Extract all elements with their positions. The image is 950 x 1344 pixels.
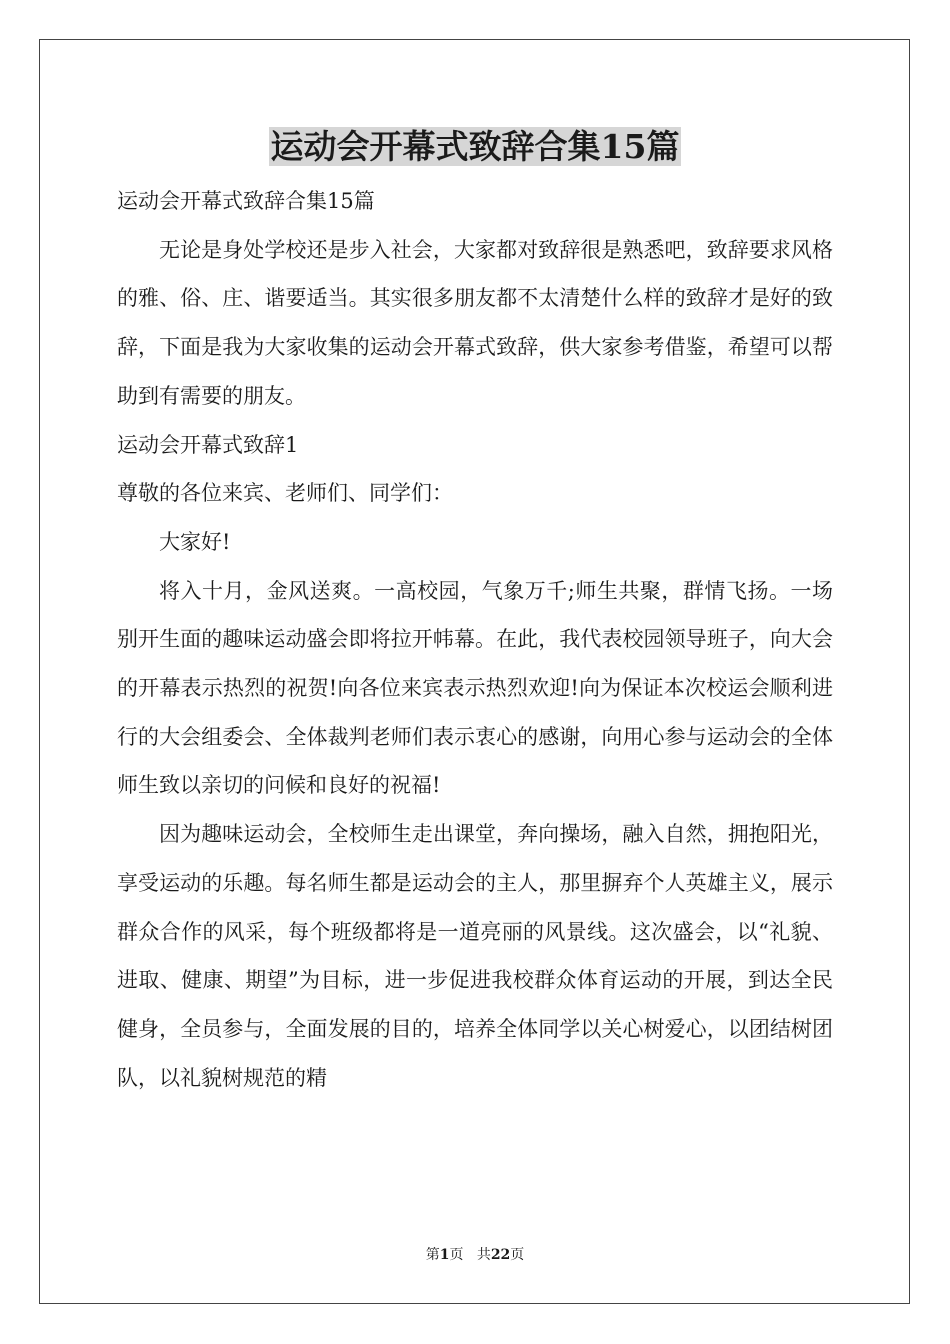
- salutation: 尊敬的各位来宾、老师们、同学们：: [117, 481, 453, 506]
- document-title: [0, 124, 950, 170]
- total-prefix: 共: [476, 1247, 491, 1263]
- page-prefix: 第: [425, 1247, 440, 1263]
- document-body: [117, 177, 833, 1102]
- page-total: 22: [490, 1247, 511, 1263]
- intro-paragraph: 无论是身处学校还是步入社会，大家都对致辞很是熟悉吧，致辞要求风格的雅、俗、庄、谐要适当。其实很多朋友都不太清楚什么样的致辞才是好的致辞，下面是我为大家收集的运动会开幕式致辞，供大家参考借鉴，希望可以帮助到有需要的朋友。: [117, 237, 833, 408]
- page-suffix: 页: [449, 1247, 464, 1263]
- page-footer: [0, 1245, 950, 1265]
- document-title-text: 运动会开幕式致辞合集15篇: [270, 127, 680, 166]
- page-current: 1: [439, 1247, 450, 1263]
- body-paragraph: 将入十月，金风送爽。一高校园，气象万千;师生共聚，群情飞扬。一场别开生面的趣味运动盛会即将拉开帏幕。在此，我代表校园领导班子，向大会的开幕表示热烈的祝贺!向各位来宾表示热烈欢迎!向为保证本次校运会顺利进行的大会组委会、全体裁判老师们表示衷心的感谢，向用心参与运动会的全体师生致以亲切的问候和良好的祝福!: [117, 578, 833, 798]
- subtitle-line: 运动会开幕式致辞合集15篇: [117, 189, 375, 213]
- greeting: 大家好!: [159, 529, 231, 554]
- total-suffix: 页: [510, 1247, 525, 1263]
- section-heading: 运动会开幕式致辞1: [117, 432, 299, 457]
- body-paragraph: 因为趣味运动会，全校师生走出课堂，奔向操场，融入自然，拥抱阳光，享受运动的乐趣。每名师生都是运动会的主人，那里摒弃个人英雄主义，展示群众合作的风采，每个班级都将是一道亮丽的风景线。这次盛会，以“礼貌、进取、健康、期望”为目标，进一步促进我校群众体育运动的开展，到达全民健身，全员参与，全面发展的目的，培养全体同学以关心树爱心，以团结树团队，以礼貌树规范的精: [117, 822, 833, 1090]
